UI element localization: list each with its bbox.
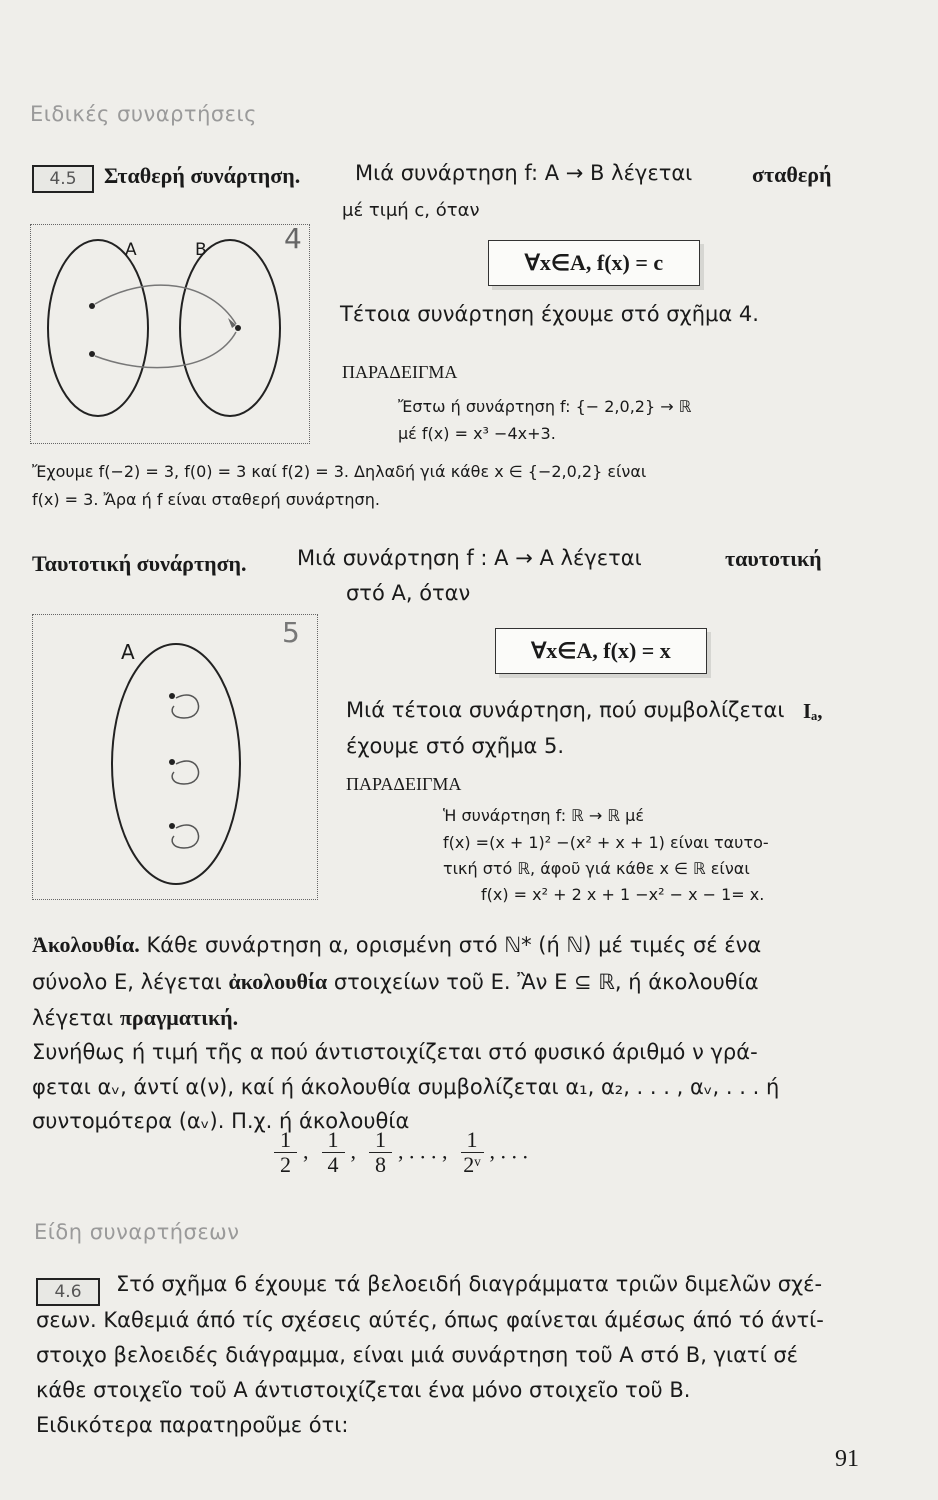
identity-symbol-text: Μιά τέτοια συνάρτηση, πού συμβολίζεται (346, 698, 785, 722)
point-2 (169, 759, 175, 765)
sec46-line1: Στό σχῆμα 6 έχουμε τά βελοειδή διαγράμματα τριῶν διμελῶν σχέ- (116, 1272, 823, 1296)
section-heading-kinds: Είδη συναρτήσεων (34, 1220, 240, 1244)
section-label-4-6: 4.6 (36, 1278, 100, 1306)
sequence-fractions: $\frac{1}{2}$ , $\frac{1}{4}$ , $\frac{1}{8}$ , . . . , $\frac{1}{\text{2ᵛ}}$ , . . . (268, 1128, 528, 1177)
constant-example-line4: f(x) = 3. Ἄρα ή f είναι σταθερή συνάρτηση. (32, 490, 380, 509)
constant-figure-text: Τέτοια συνάρτηση έχουμε στό σχῆμα 4. (340, 302, 759, 326)
sequence-l2b: στοιχείων τοῦ E. Ἂν E ⊆ ℝ, ή άκολουθία (333, 970, 759, 994)
set-b-ellipse (180, 240, 280, 416)
figure-4-label-b: B (195, 240, 207, 260)
figure-4-diagram (40, 232, 300, 432)
sequence-line3 (32, 1005, 238, 1031)
page-number: 91 (835, 1446, 859, 1472)
sequence-l3-term: πραγματική. (119, 1005, 239, 1030)
identity-example-line2: f(x) =(x + 1)² −(x² + x + 1) είναι ταυτο- (443, 833, 769, 852)
sequence-line2 (32, 969, 759, 995)
identity-function-title: Ταυτοτική συνάρτηση. (32, 551, 247, 576)
figure-5-number: 5 (282, 616, 300, 649)
point-b (235, 325, 241, 331)
point-1 (169, 693, 175, 699)
figure-4-label-a: A (125, 240, 137, 260)
identity-example-line4: f(x) = x² + 2 x + 1 −x² − x − 1= x. (481, 885, 765, 904)
point-3 (169, 823, 175, 829)
sequence-line6: συντομότερα (αᵥ). Π.χ. ή άκολουθία (32, 1109, 410, 1133)
sec46-line2: σεων. Καθεμιά άπό τίς σχέσεις αύτές, όπως φαίνεται άμέσως άπό τό άντί- (36, 1308, 824, 1332)
sequence-line4: Συνήθως ή τιμή τῆς α πού άντιστοιχίζεται στό φυσικό άριθμό ν γρά- (32, 1040, 758, 1064)
constant-function-intro: Μιά συνάρτηση f: A → B λέγεται (355, 161, 693, 185)
constant-term: σταθερή (752, 162, 832, 187)
loop-3 (172, 825, 198, 848)
figure-5-diagram (100, 630, 250, 890)
sec46-line5: Ειδικότερα παρατηροῦμε ότι: (36, 1413, 349, 1437)
identity-figure-text: έχουμε στό σχῆμα 5. (346, 734, 565, 758)
section-heading-special: Ειδικές συναρτήσεις (30, 102, 257, 126)
arrow-a1-b (95, 285, 236, 324)
arrow-a2-b (95, 332, 236, 368)
sec46-line3: στοιχο βελοειδές διάγραμμα, είναι μιά συνάρτηση τοῦ A στό B, γιατί σέ (36, 1343, 799, 1367)
sequence-l3a: λέγεται (32, 1006, 114, 1030)
fraction-3: $\frac{1}{8}$ (369, 1128, 392, 1177)
sequence-line5: φεται αᵥ, άντί α(ν), καί ή άκολουθία συμβολίζεται α₁, α₂, . . . , αᵥ, . . . ή (32, 1075, 780, 1099)
identity-line2: στό A, όταν (346, 581, 471, 605)
identity-example-head: ΠΑΡΑΔΕΙΓΜΑ (346, 774, 462, 794)
identity-term: ταυτοτική (725, 546, 822, 571)
section-label-4-5: 4.5 (32, 165, 94, 193)
constant-function-title: Σταθερή συνάρτηση. (104, 163, 301, 188)
sec46-line4: κάθε στοιχεῖο τοῦ A άντιστοιχίζεται ένα μόνο στοιχεῖο τοῦ B. (36, 1378, 691, 1402)
fraction-1: $\frac{1}{2}$ (274, 1128, 297, 1177)
constant-line2: μέ τιμή c, όταν (342, 200, 480, 221)
point-a2 (89, 351, 95, 357)
constant-example-line1: Ἔστω ή συνάρτηση f: {− 2,0,2} → ℝ (398, 397, 692, 416)
constant-example-line2: μέ f(x) = x³ −4x+3. (398, 424, 556, 443)
loop-1 (172, 695, 198, 718)
constant-example-line3: Ἔχουμε f(−2) = 3, f(0) = 3 καί f(2) = 3. Δηλαδή γιά κάθε x ∈ {−2,0,2} είναι (32, 462, 647, 481)
identity-formula: ∀x∈A, f(x) = x (495, 628, 707, 674)
fraction-4: $\frac{1}{\text{2ᵛ}}$ (461, 1128, 484, 1177)
sequence-l1: Κάθε συνάρτηση α, ορισμένη στό ℕ* (ή ℕ) μέ τιμές σέ ένα (146, 933, 762, 957)
figure-5-label-a: A (121, 640, 135, 664)
identity-function-intro: Μιά συνάρτηση f : A → A λέγεται (297, 546, 642, 570)
loop-2 (172, 761, 198, 784)
constant-example-head: ΠΑΡΑΔΕΙΓΜΑ (342, 362, 458, 382)
sequence-line1 (32, 932, 761, 958)
identity-example-line1: Ἡ συνάρτηση f: ℝ → ℝ μέ (443, 806, 645, 825)
identity-symbol: Iₐ, (803, 699, 823, 723)
sequence-term: Ἀκολουθία. (32, 932, 140, 957)
set-a-ellipse (48, 240, 148, 416)
sequence-l2-term: ἀκολουθία (228, 969, 328, 994)
figure-4-number: 4 (284, 222, 302, 255)
fraction-2: $\frac{1}{4}$ (322, 1128, 345, 1177)
constant-formula: ∀x∈A, f(x) = c (488, 240, 700, 286)
sequence-l2a: σύνολο E, λέγεται (32, 970, 222, 994)
identity-example-line3: τική στό ℝ, άφοῦ γιά κάθε x ∈ ℝ είναι (443, 859, 750, 878)
point-a1 (89, 303, 95, 309)
